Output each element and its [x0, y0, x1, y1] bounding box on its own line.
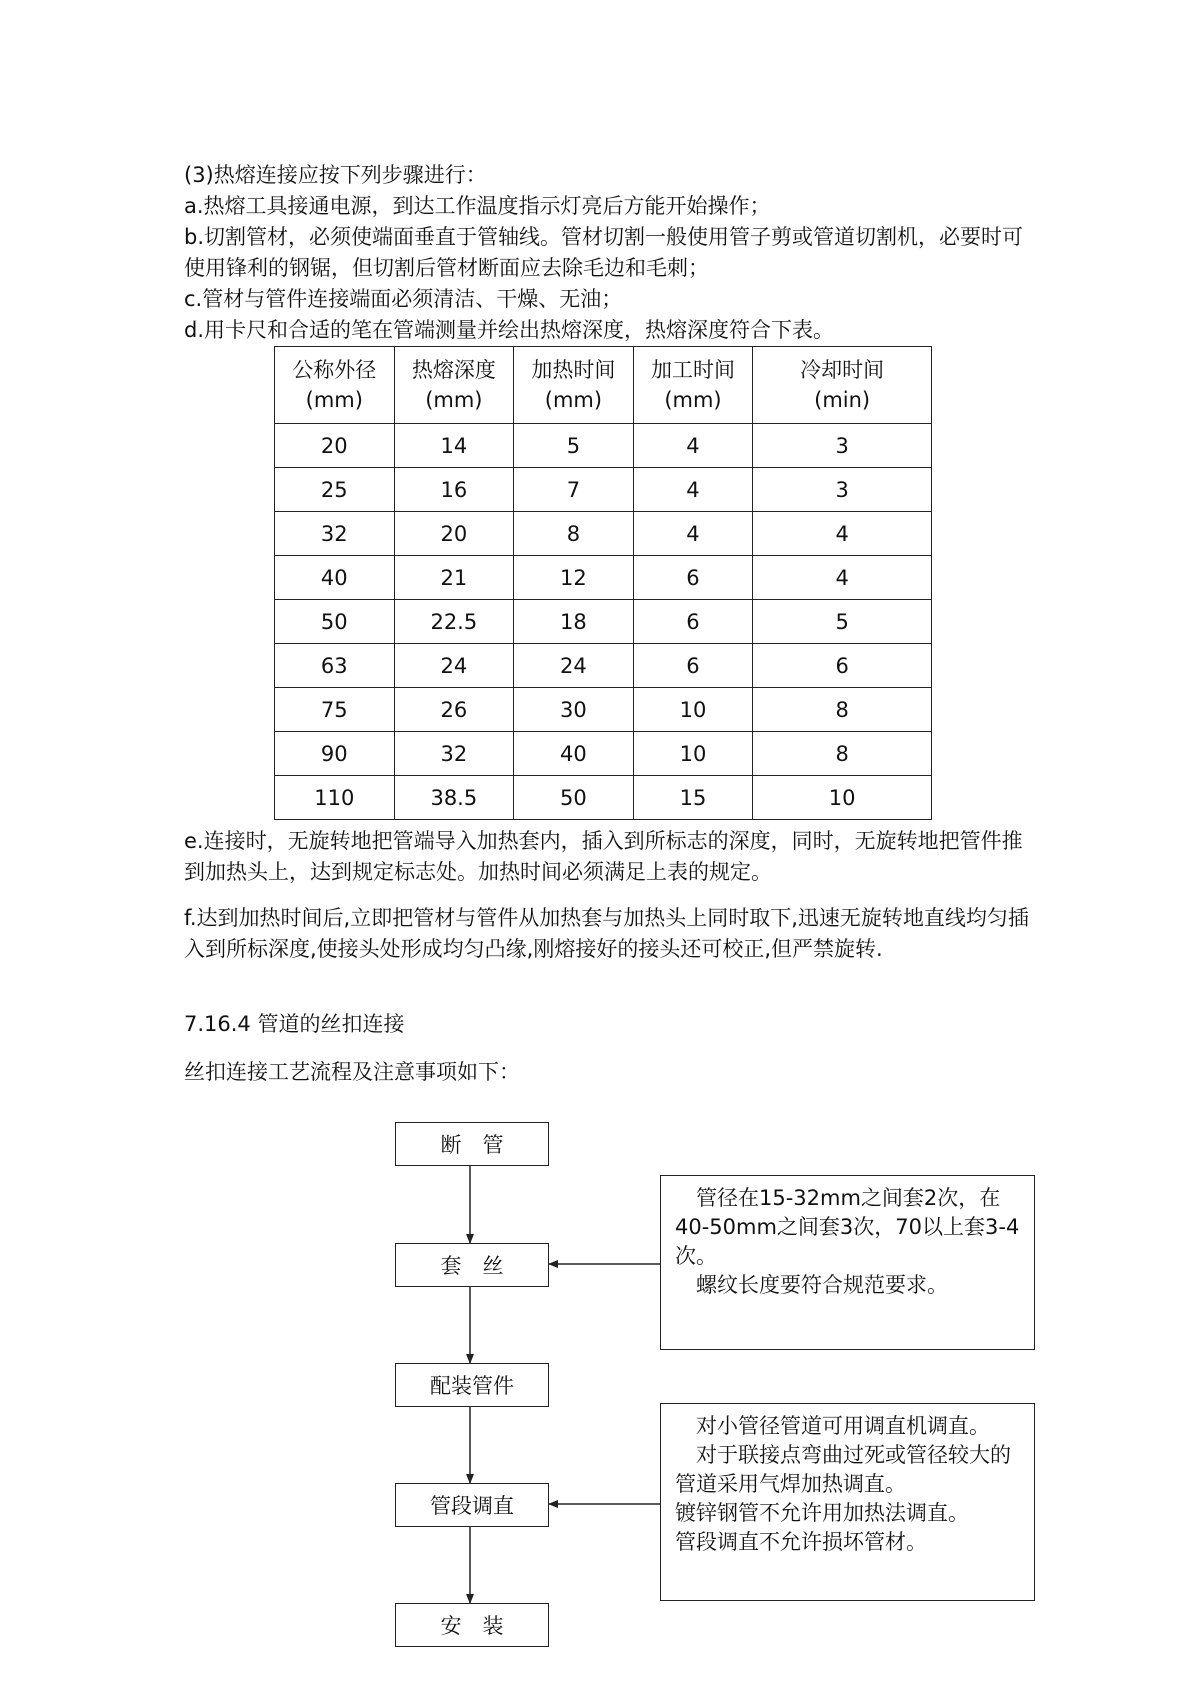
- note-threading-requirements: 管径在15-32mm之间套2次，在40-50mm之间套3次，70以上套3-4次。 螺纹长度要符合规范要求。: [660, 1175, 1035, 1350]
- table-row: 63 24 24 6 6: [275, 644, 932, 688]
- flow-step-install: 安 装: [395, 1603, 549, 1647]
- paragraph-step-a: a.热熔工具接通电源，到达工作温度指示灯亮后方能开始操作；: [184, 194, 771, 218]
- paragraph-step-e: e.连接时，无旋转地把管端导入加热套内，插入到所标志的深度，同时，无旋转地把管件推到加热头上，达到规定标志处。加热时间必须满足上表的规定。: [184, 829, 1023, 884]
- table-row: 32 20 8 4 4: [275, 512, 932, 556]
- header-processing-time: 加工时间 (mm): [633, 347, 753, 424]
- table-row: 25 16 7 4 3: [275, 468, 932, 512]
- paragraph-step-intro: (3)热熔连接应按下列步骤进行：: [184, 163, 487, 187]
- header-fusion-depth: 热熔深度 (mm): [394, 347, 514, 424]
- table-row: 90 32 40 10 8: [275, 732, 932, 776]
- table-row: 50 22.5 18 6 5: [275, 600, 932, 644]
- header-nominal-diameter: 公称外径 (mm): [275, 347, 395, 424]
- flow-step-cut-pipe: 断 管: [395, 1122, 549, 1166]
- paragraph-step-d: d.用卡尺和合适的笔在管端测量并绘出热熔深度，热熔深度符合下表。: [184, 318, 835, 342]
- table-row: 75 26 30 10 8: [275, 688, 932, 732]
- section-heading-thread-connection: 7.16.4 管道的丝扣连接: [184, 1012, 405, 1036]
- flow-step-assemble-fittings: 配装管件: [395, 1363, 549, 1407]
- table-row: 40 21 12 6 4: [275, 556, 932, 600]
- header-heating-time: 加热时间 (mm): [514, 347, 634, 424]
- table-row: 20 14 5 4 3: [275, 424, 932, 468]
- flow-step-straighten-pipe: 管段调直: [395, 1483, 549, 1527]
- table-row: 110 38.5 50 15 10: [275, 776, 932, 820]
- paragraph-step-c: c.管材与管件连接端面必须清洁、干燥、无油；: [184, 287, 623, 311]
- paragraph-step-b: b.切割管材，必须使端面垂直于管轴线。管材切割一般使用管子剪或管道切割机，必要时可使用锋利的钢锯，但切割后管材断面应去除毛边和毛刺；: [184, 225, 1024, 280]
- paragraph-step-f: f.达到加热时间后,立即把管材与管件从加热套与加热头上同时取下,迅速无旋转地直线均匀插入到所标深度,使接头处形成均匀凸缘,刚熔接好的接头还可校正,但严禁旋转.: [184, 906, 1029, 961]
- paragraph-thread-intro: 丝扣连接工艺流程及注意事项如下：: [184, 1060, 520, 1084]
- header-cooling-time: 冷却时间 (min): [753, 347, 932, 424]
- note-straightening-requirements: 对小管径管道可用调直机调直。 对于联接点弯曲过死或管径较大的管道采用气焊加热调直。 镀锌钢管不允许用加热法调直。 管段调直不允许损坏管材。: [660, 1403, 1035, 1601]
- flow-step-threading: 套 丝: [395, 1243, 549, 1287]
